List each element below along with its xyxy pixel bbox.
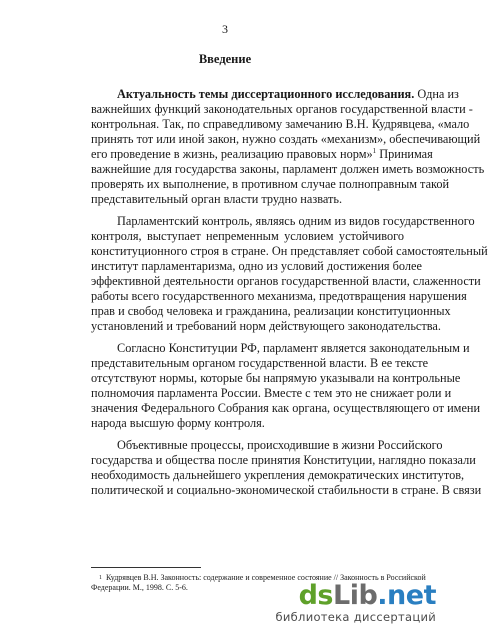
p4-line-1: Объективные процессы, происходившие в жизни Российского [117, 438, 443, 452]
dslib-logo: dsLib.net [298, 580, 436, 611]
p1-line-6: важнейшие для государства законы, парламент должен иметь возможность [91, 162, 485, 176]
p1-line-7: проверять их выполнение, в противном случае полноправным такой [91, 177, 450, 191]
p1-line-2: важнейших функций законодательных органов государственной власти - [91, 102, 473, 116]
p3-line-4: полномочия парламента России. Вместе с тем это не снижает роли и [91, 386, 452, 400]
p3-line-6: народа высшую форму контроля. [91, 416, 265, 430]
p4-line-4: политической и социально-экономической стабильности в стране. В связи [91, 483, 482, 497]
p2-line-1: Парламентский контроль, являясь одним из видов государственного [117, 214, 475, 228]
p2-line-5: эффективной деятельности органов государственной власти, слаженности [91, 274, 481, 288]
p3-line-2: представительным органом государственной власти. В ее тексте [91, 356, 429, 370]
p1-line-4: принять тот или иной закон, нужно создать «механизм», обеспечивающий [91, 132, 481, 146]
footnote-line-2: Федерации. М., 1998. С. 5-6. [91, 583, 188, 592]
footnote-number: 1 [99, 575, 102, 581]
dslib-watermark [275, 582, 436, 624]
footnote-divider [91, 567, 201, 568]
p2-line-6: работы всего государственного механизма, предотвращения нарушения [91, 289, 467, 303]
p3-line-3: отсутствуют нормы, которые бы напрямую указывали на контрольные [91, 371, 461, 385]
p2-line-7: прав и свобод человека и гражданина, реализации конституционных [91, 304, 451, 318]
section-heading: Введение [198, 52, 252, 66]
p2-line-8: установлений и требований норм действующего законодательства. [91, 319, 441, 333]
p1-line-3: контрольная. Так, по справедливому замечанию В.Н. Кудрявцева, «мало [91, 117, 470, 131]
lead-bold-text: Актуальность темы диссертационного исследования. [117, 87, 415, 101]
footnote-line-1: $^1$ Кудрявцев В.Н. Законность: содержание и современное состояние // Законность в Российской [99, 573, 426, 582]
p1-line-5: его проведение в жизнь, реализацию правовых норм»$^1$ Принимая [91, 146, 433, 161]
p2-line-2: контроля, выступает непременным условием устойчивого [91, 229, 404, 243]
p3-line-5: значения Федерального Собрания как органа, осуществляющего от имени [91, 401, 481, 415]
page-number: 3 [222, 22, 228, 36]
p1-line-1: Актуальность темы диссертационного исследования. Одна из [117, 87, 459, 101]
p1-line-8: представительный орган власти трудно назвать. [91, 192, 343, 206]
p4-line-2: государства и общества после принятия Конституции, наглядно показали [91, 453, 476, 467]
p3-line-1: Согласно Конституции РФ, парламент является законодательным и [117, 341, 470, 355]
p2-line-4: институт парламентаризма, одно из условий достижения более [91, 259, 422, 273]
p4-line-3: необходимость дальнейшего укрепления демократических институтов, [91, 468, 465, 482]
dslib-subtitle: библиотека диссертаций [275, 610, 436, 624]
p2-line-3: конституционного строя в стране. Он представляет собой самостоятельный [91, 244, 488, 258]
footnote-ref: 1 [372, 146, 377, 155]
